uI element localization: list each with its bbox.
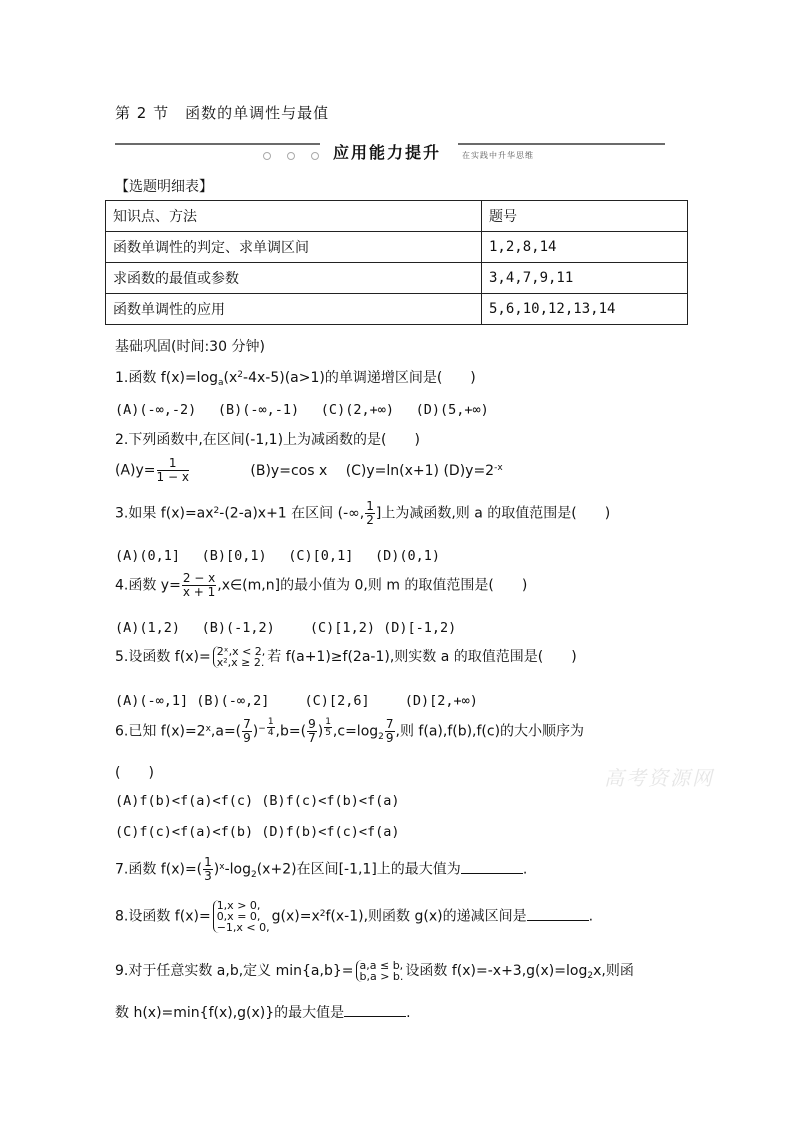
table-header-cell: 知识点、方法	[106, 201, 482, 232]
topic-table	[105, 200, 688, 325]
table-cell: 3,4,7,9,11	[482, 263, 688, 294]
section-label: 基础巩固(时间:30 分钟)	[115, 339, 265, 355]
table-cell: 函数单调性的判定、求单调区间	[106, 232, 482, 263]
answer-blank	[527, 908, 589, 921]
table-caption: 【选题明细表】	[115, 179, 213, 195]
banner-rule-left	[115, 143, 320, 145]
fraction: $\frac{7}{9}$	[385, 717, 394, 745]
question-6-stem: 6.已知 $f(x)=2^x,a=$( $\frac{7}{9}$ )− $\frac{1}{4}$ ,b=( $\frac{9}{7}$ ) $\frac{1}{5}$ $,c=\log_2$ $\frac{7}{9}$ ,则 f(a),f(b),f(c)的大小顺序为	[115, 717, 585, 745]
banner-dot	[287, 152, 295, 160]
answer-blank	[344, 1004, 406, 1017]
question-1-stem: 1.函数 $f(x)=\log_a(x^2-4x-5)(a>1)$的单调递增区间是( )	[115, 370, 476, 388]
table-row	[106, 232, 688, 263]
answer-blank	[461, 861, 523, 874]
question-3-options: (A)(0,1] (B)[0,1) (C)[0,1] (D)(0,1)	[115, 548, 440, 564]
fraction: $\frac{1}{3}$	[204, 855, 212, 883]
question-1-options: (A)(-∞,-2) (B)(-∞,-1) (C)(2,+∞) (D)(5,+∞)	[115, 402, 489, 418]
fraction: $\frac{1}{1 - x}$	[156, 456, 189, 484]
question-2-stem: 2.下列函数中,在区间(-1,1)上为减函数的是( )	[115, 432, 420, 448]
question-6-paren: ( )	[115, 765, 154, 781]
question-6-options-2: (C)f(c)<f(a)<f(b) (D)f(b)<f(c)<f(a)	[115, 824, 400, 840]
banner-rule-right	[458, 143, 665, 145]
table-cell: 函数单调性的应用	[106, 294, 482, 325]
question-2-options: (A)y= $\frac{1}{1 - x}$ (B)y=cos x (C)y=ln(x+1) $(D)y=2^{-x}$	[115, 456, 503, 484]
question-9-stem: 9.对于任意实数 a,b,定义 min{a,b}= a,a ≤ b, b,a > b. 设函数 $f(x)=-x+3,g(x)=\log_2x$,则函	[115, 959, 634, 983]
question-9-line-2: 数 h(x)=min{f(x),g(x)}的最大值是 .	[115, 1005, 411, 1021]
banner-dot	[263, 152, 271, 160]
question-4-options: (A)(1,2) (B)(-1,2) (C)[1,2) (D)[-1,2)	[115, 620, 457, 636]
banner-subtitle: 在实践中升华思维	[462, 151, 534, 160]
table-row	[106, 263, 688, 294]
table-cell: 5,6,10,12,13,14	[482, 294, 688, 325]
table-cell: 求函数的最值或参数	[106, 263, 482, 294]
page-title: 第 2 节 函数的单调性与最值	[115, 104, 330, 122]
question-7-stem: 7.函数 f(x)=( $\frac{1}{3}$ )$^x-\log_2(x+2)$在区间[-1,1]上的最大值为 .	[115, 855, 528, 883]
table-header-cell: 题号	[482, 201, 688, 232]
banner-title: 应用能力提升	[333, 143, 442, 162]
banner-dot	[311, 152, 319, 160]
question-6-options-1: (A)f(b)<f(a)<f(c) (B)f(c)<f(b)<f(a)	[115, 793, 400, 809]
fraction: $\frac{7}{9}$	[243, 717, 251, 745]
table-header-row	[106, 201, 688, 232]
piecewise-brace: 1,x > 0, 0,x = 0, −1,x < 0,	[213, 900, 270, 933]
question-3-stem: 3.如果 $f(x)=ax^2-(2-a)x+1$ 在区间 (-∞, $\frac{1}{2}$ ]上为减函数,则 a 的取值范围是( )	[115, 499, 611, 527]
table-cell: 1,2,8,14	[482, 232, 688, 263]
question-4-stem: 4.函数 y= $\frac{2 - x}{x + 1}$ ,x∈(m,n]的最小值为 0,则 m 的取值范围是( )	[115, 571, 528, 599]
fraction: $\frac{9}{7}$	[308, 717, 316, 745]
watermark: 高考资源网	[604, 766, 714, 790]
fraction: $\frac{1}{2}$	[366, 499, 374, 527]
question-8-stem: 8.设函数 f(x)= 1,x > 0, 0,x = 0, −1,x < 0, $g(x)=x^2f(x-1)$,则函数 g(x)的递减区间是 .	[115, 899, 594, 934]
fraction: $\frac{2 - x}{x + 1}$	[182, 571, 216, 599]
question-5-stem: 5.设函数 f(x)= 2ˣ,x < 2, x²,x ≥ 2. 若 f(a+1)≥f(2a-1),则实数 a 的取值范围是( )	[115, 645, 577, 669]
question-5-options: (A)(-∞,1] (B)(-∞,2] (C)[2,6] (D)[2,+∞)	[115, 693, 478, 709]
piecewise-brace: a,a ≤ b, b,a > b.	[356, 960, 404, 982]
table-row	[106, 294, 688, 325]
piecewise-brace: 2ˣ,x < 2, x²,x ≥ 2.	[213, 646, 266, 668]
